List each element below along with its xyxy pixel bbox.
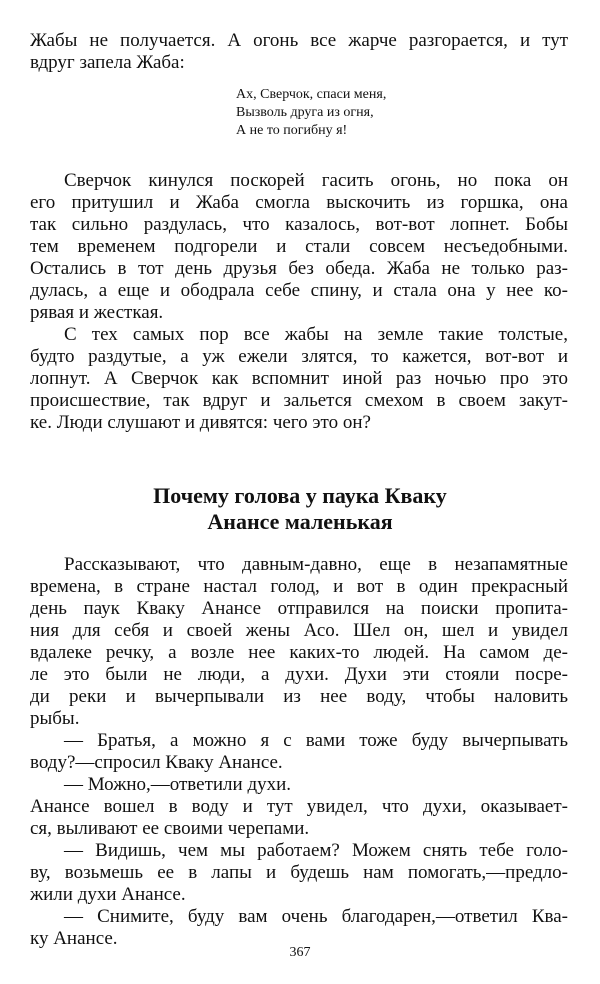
text-line: лопнут. А Сверчок как вспомнит иной раз ночью про это xyxy=(30,368,568,389)
text-line: Рассказывают, что давным-давно, еще в незапамятные xyxy=(64,554,568,575)
text-line: рявая и жесткая. xyxy=(30,302,164,323)
text-line: времена, в стране настал голод, и вот в один прекрасный xyxy=(30,576,568,597)
text-line: ле это были не люди, а духи. Духи эти стояли посре- xyxy=(30,664,568,685)
text-line: Жабы не получается. А огонь все жарче разгорается, и тут xyxy=(30,30,568,51)
text-line: — Снимите, буду вам очень благодарен,—ответил Ква- xyxy=(64,906,568,927)
text-line: Анансе вошел в воду и тут увидел, что духи, оказывает- xyxy=(30,796,568,817)
text-line: ди реки и вычерпывали из нее воду, чтобы наловить xyxy=(30,686,568,707)
text-line: так сильно раздулась, что казалось, вот-вот лопнет. Бобы xyxy=(30,214,568,235)
text-line: будто раздутые, а уж ежели злятся, то кажется, вот-вот и xyxy=(30,346,568,367)
verse-line: Ах, Сверчок, спаси меня, xyxy=(236,87,387,102)
verse-line: А не то погибну я! xyxy=(236,123,348,138)
verse-line: Вызволь друга из огня, xyxy=(236,105,374,120)
text-line: происшествие, так вдруг и зальется смехом в своем закут- xyxy=(30,390,568,411)
text-line: его притушил и Жаба смогла выскочить из горшка, она xyxy=(30,192,568,213)
story-title-line-2: Анансе маленькая xyxy=(207,509,393,534)
text-line: рыбы. xyxy=(30,708,80,729)
text-line: дулась, а еще и ободрала себе спину, и стала она у нее ко- xyxy=(30,280,568,301)
text-line: вдалеке речку, а возле нее каких-то людей. На самом де- xyxy=(30,642,568,663)
text-line: жили духи Анансе. xyxy=(30,884,186,905)
page-number: 367 xyxy=(289,945,311,960)
text-line: тем временем подгорели и стали совсем несъедобными. xyxy=(30,236,568,257)
text-line: С тех самых пор все жабы на земле такие толстые, xyxy=(64,324,568,345)
text-line: — Видишь, чем мы работаем? Можем снять тебе голо- xyxy=(64,840,568,861)
story-title-line-1: Почему голова у паука Кваку xyxy=(153,483,447,508)
text-line: воду?—спросил Кваку Анансе. xyxy=(30,752,283,773)
text-line: ву, возьмешь ее в лапы и будешь нам помогать,—предло- xyxy=(30,862,568,883)
text-line: ку Анансе. xyxy=(30,928,118,949)
text-line: Остались в тот день друзья без обеда. Жаба не только раз- xyxy=(30,258,568,279)
text-line: вдруг запела Жаба: xyxy=(30,52,185,73)
text-line: ся, выливают ее своими черепами. xyxy=(30,818,310,839)
text-line: ния для себя и своей жены Асо. Шел он, шел и увидел xyxy=(30,620,568,641)
text-line: ке. Люди слушают и дивятся: чего это он? xyxy=(30,412,371,433)
text-line: — Можно,—ответили духи. xyxy=(64,774,292,795)
text-line: Сверчок кинулся поскорей гасить огонь, но пока он xyxy=(64,170,568,191)
text-line: — Братья, а можно я с вами тоже буду вычерпывать xyxy=(64,730,568,751)
text-line: день паук Кваку Анансе отправился на поиски пропита- xyxy=(30,598,568,619)
